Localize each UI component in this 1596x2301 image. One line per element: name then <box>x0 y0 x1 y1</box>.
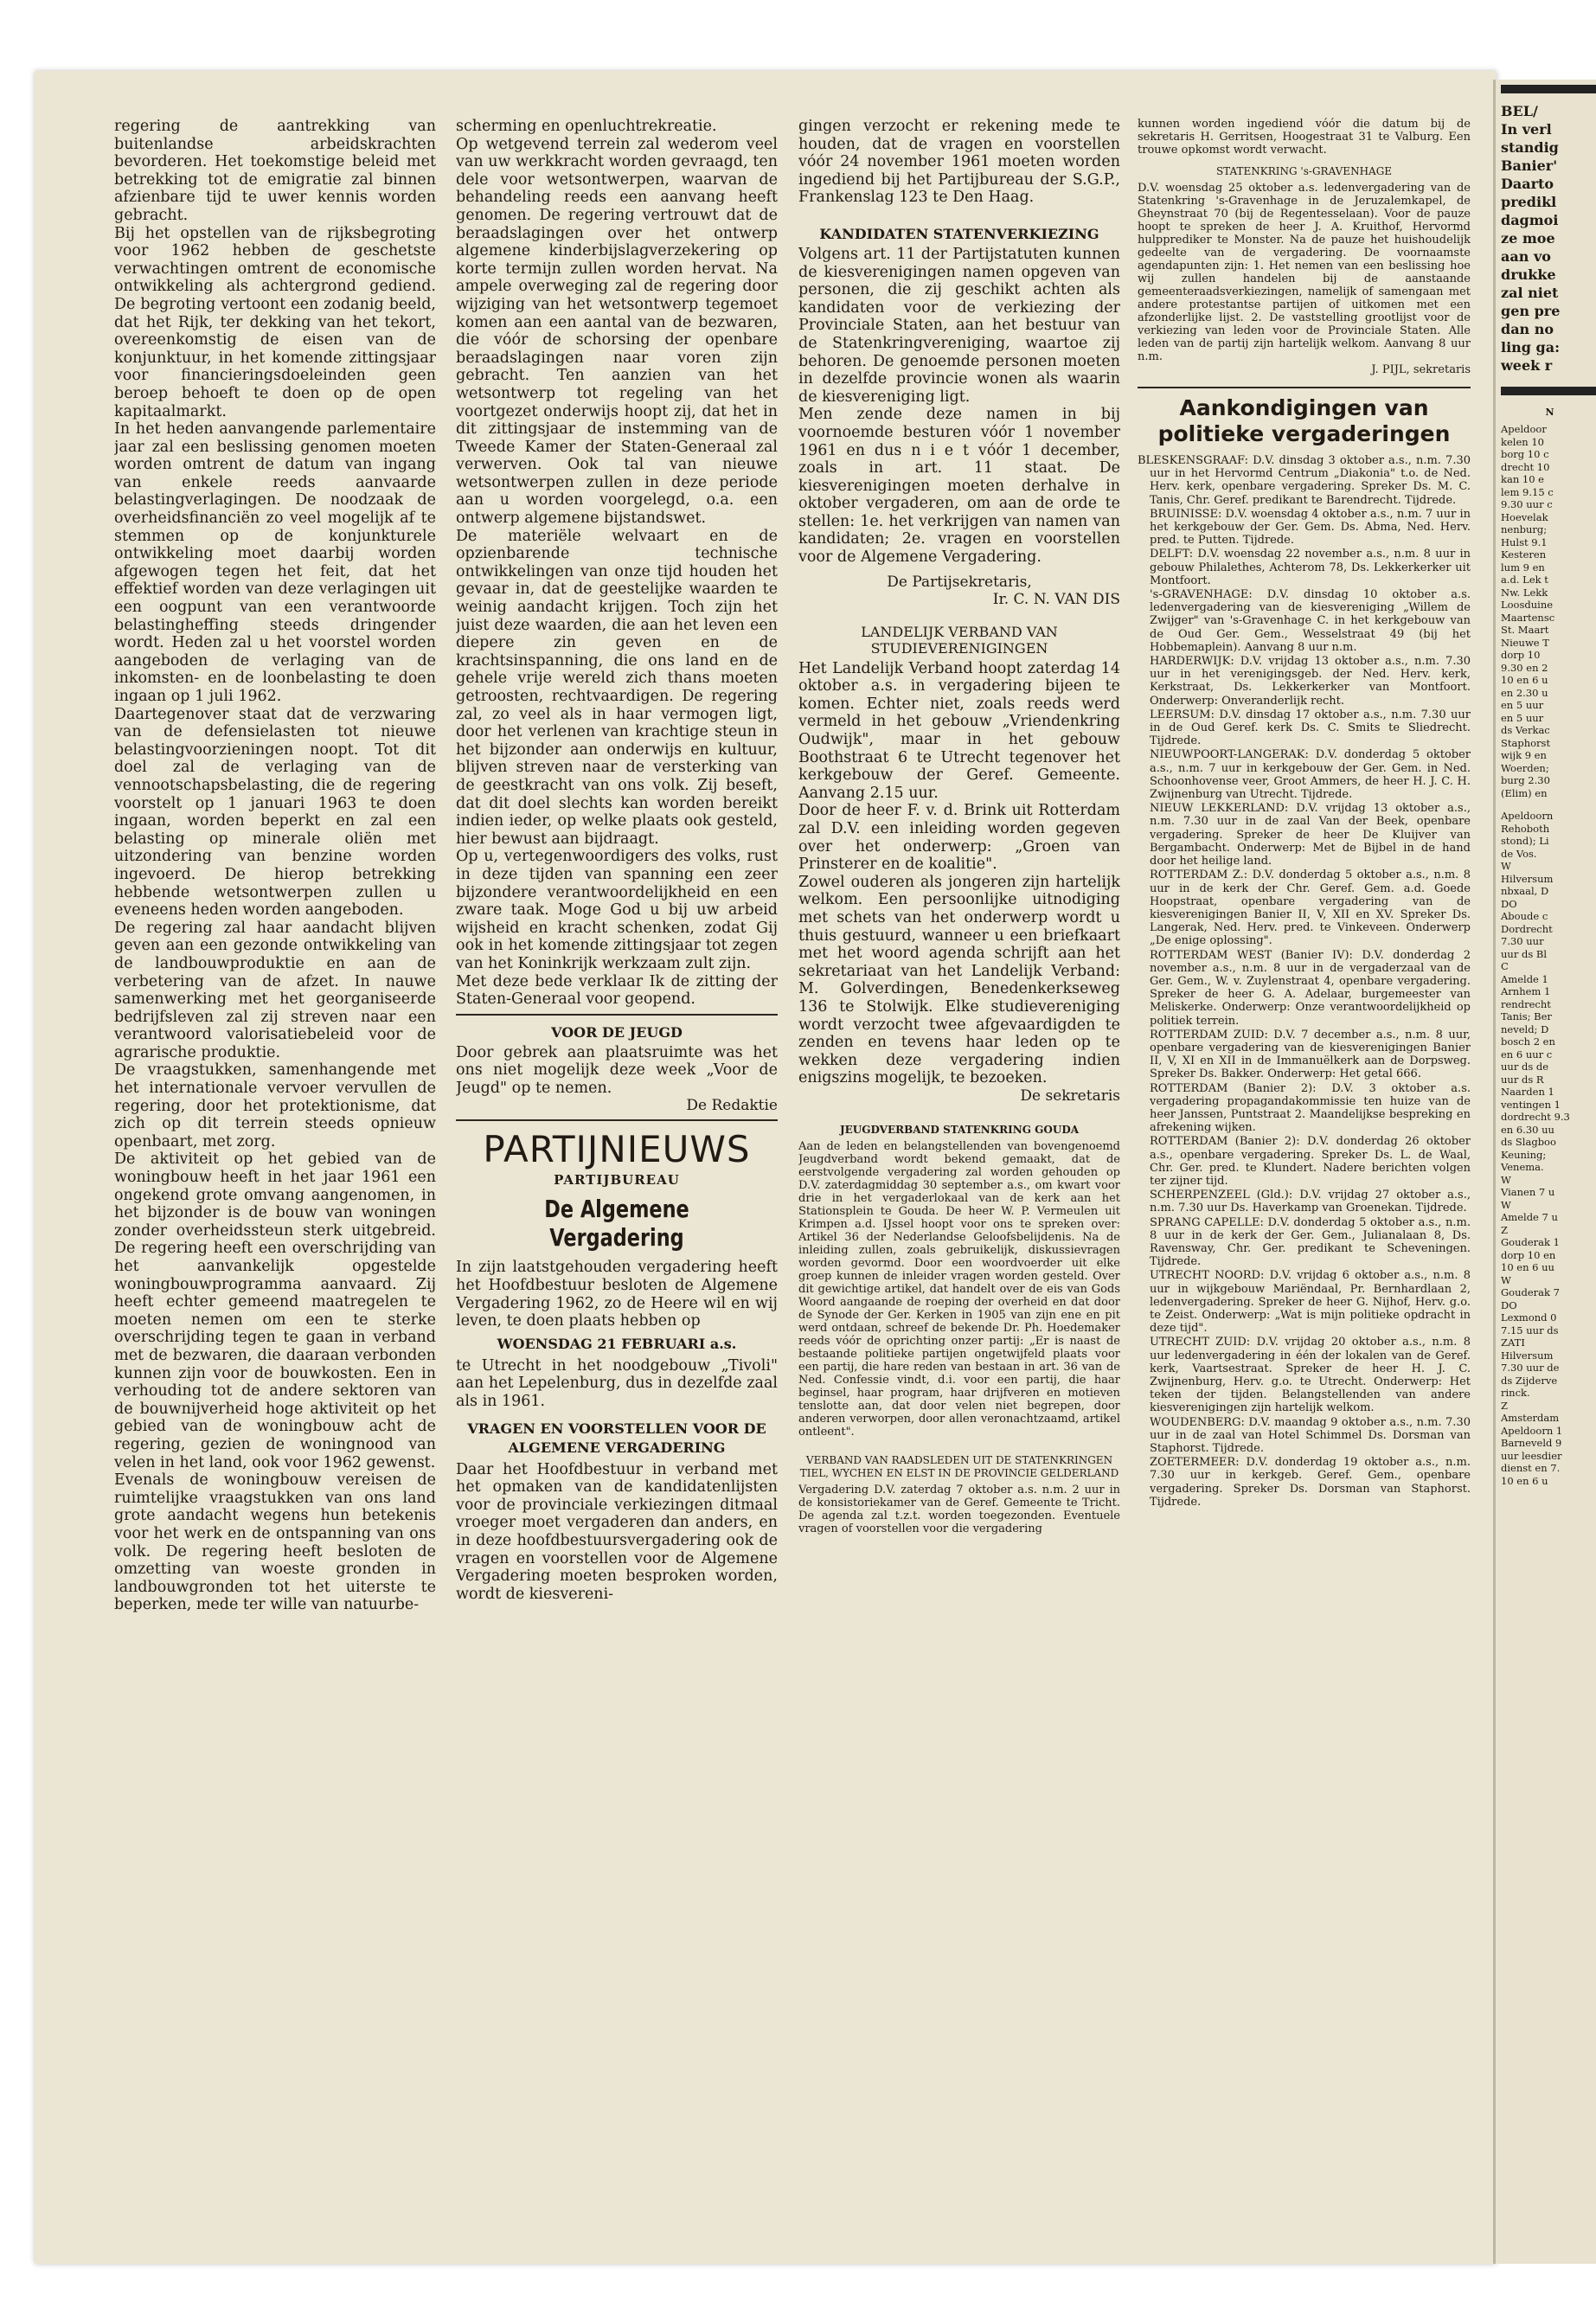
announcement-item: UTRECHT ZUID: D.V. vrijdag 20 oktober a.s., n.m. 8 uur ledenvergadering in één der lokalen van de Geref. kerk, Vaartsestraat. Spreker de heer H. J. C. Zwijnenburg, Herv. g.o. te Utrecht. Onderwerp: Het teken der tijden. Belangstellenden van andere kiesverenigingen zijn hartelijk welkom. <box>1150 1336 1471 1415</box>
fragment-line: Aboude c <box>1501 910 1548 922</box>
fragment-line: stond); Li <box>1501 835 1549 847</box>
fragment-line: bosch 2 en <box>1501 1035 1555 1048</box>
partijbureau-heading: PARTIJBUREAU <box>554 1172 680 1189</box>
fragment-line: rendrecht <box>1501 997 1551 1010</box>
fragment-line: en 5 uur <box>1501 699 1544 711</box>
fragment-line: 7.30 uur <box>1501 935 1544 947</box>
column-2 <box>456 118 778 2272</box>
vragen-text: Daar het Hoofdbestuur in verband met het opmaken van de kandidatenlijsten voor de provinciale verkiezingen ditmaal vroeger moet vergaderen dan anders, en in deze hoofdbestuursvergadering ook de vragen en voorstellen voor de Algemene Vergadering moeten besproken worden, wordt de kiesvereni- <box>456 1460 778 1603</box>
fragment-line: de Vos. <box>1501 847 1537 860</box>
fragment-line: dan no <box>1501 321 1554 337</box>
divider <box>456 1014 778 1016</box>
announcement-item: ROTTERDAM ZUID: D.V. 7 december a.s., n.m. 8 uur, openbare vergadering van de kiesverenigingen Banier II, V, XI en XII in de Immanuëlkerk aan de Dorpsweg. Spreker Ds. Bakker. Onderwerp: Het getal 666. <box>1150 1028 1471 1081</box>
alg-text: In zijn laatstgehouden vergadering heeft het Hoofdbestuur besloten de Algemene Vergadering 1962, zo de Heere wil en wij leven, te doen plaats hebben op <box>456 1259 778 1330</box>
col4-intro: kunnen worden ingediend vóór die datum bij de sekretaris H. Gerritsen, Hoogestraat 31 te Valburg. Een trouwe opkomst wordt verwacht. <box>1138 118 1471 157</box>
fragment-line: Gouderak 7 <box>1501 1286 1560 1298</box>
jeugd-sign: De Redaktie <box>686 1097 778 1115</box>
fragment-line: standig <box>1501 139 1559 156</box>
fragment-line: gen pre <box>1501 303 1561 319</box>
fragment-line: kan 10 e <box>1501 473 1544 485</box>
fragment-line: uur ds de <box>1501 1061 1549 1073</box>
col1-paragraph: Daartegenover staat dat de verzwaring van de defensielasten tot nieuwe belastingvoorzieningen noopt. Tot dit doel zal de verlaging van de vennootschapsbelasting, die de regering voorstelt op 1 januari 1963 te doen ingaan, worden beperkt en zal een belasting op minerale oliën met uitzondering van benzine worden ingevoerd. De hierop betrekking hebbende wetsontwerpen zullen u eveneens heden worden aangeboden. <box>114 705 436 920</box>
fragment-line: Nieuwe T <box>1501 636 1549 649</box>
fragment-line: Kesteren <box>1501 548 1547 561</box>
fragment-line: neveld; D <box>1501 1022 1549 1035</box>
announcement-item: ROTTERDAM (Banier 2): D.V. 3 oktober a.s. vergadering propagandakommissie ten huize van de heer Janssen, Puntstraat 2. Maandelijkse bespreking en afrekening wijken. <box>1150 1081 1471 1135</box>
jeugd-heading: VOOR DE JEUGD <box>551 1023 683 1041</box>
fragment-line: 7.15 uur ds <box>1501 1324 1559 1336</box>
fragment-line: Rehoboth <box>1501 822 1550 835</box>
fragment-mid-lines <box>1501 423 1596 799</box>
lv-paragraph: Door de heer F. v. d. Brink uit Rotterdam zal D.V. een inleiding worden gegeven over het onderwerp: „Groen van Prinsterer en de koalitie". <box>798 802 1120 874</box>
fragment-line: Apeldoor <box>1501 423 1547 435</box>
fragment-line: ventingen 1 <box>1501 1098 1561 1111</box>
fragment-band <box>1501 85 1596 93</box>
announcement-item: ROTTERDAM (Banier 2): D.V. donderdag 26 oktober a.s., openbare vergadering. Spreker Ds. L. de Waal, Chr. Ger. pred. te Klundert. Nadere berichten volgen ter zijner tijd. <box>1150 1135 1471 1188</box>
fragment-line: DO <box>1501 897 1517 910</box>
fragment-low-lines <box>1501 810 1596 1487</box>
fragment-line: en 2.30 u <box>1501 686 1548 699</box>
alg-date: WOENSDAG 21 FEBRUARI a.s. <box>497 1335 737 1352</box>
fragment-line: kelen 10 <box>1501 435 1544 448</box>
fragment-line: uur ds R <box>1501 1073 1544 1086</box>
fragment-top-lines <box>1501 102 1596 375</box>
fragment-line: ds Slagboo <box>1501 1136 1556 1148</box>
announcement-item: LEERSUM: D.V. dinsdag 17 oktober a.s., n.m. 7.30 uur in de Oud Geref. kerk Ds. C. Smits te Sliedrecht. Tijdrede. <box>1150 708 1471 748</box>
fragment-line: Arnhem 1 <box>1501 985 1551 997</box>
fragment-line: Barneveld 9 <box>1501 1437 1562 1449</box>
fragment-line: Apeldoorn <box>1501 810 1554 822</box>
statenkring-heading: STATENKRING 's-GRAVENHAGE <box>1215 165 1393 177</box>
column-1 <box>114 118 436 2272</box>
announcement-item: WOUDENBERG: D.V. maandag 9 oktober a.s., n.m. 7.30 uur in de zaal van Hotel Schimmel Ds. Dorsman van Staphorst. Tijdrede. <box>1150 1415 1471 1456</box>
fragment-line: Gouderak 1 <box>1501 1236 1560 1248</box>
fragment-line: borg 10 c <box>1501 448 1549 460</box>
fragment-line: predikl <box>1501 194 1557 210</box>
announcement-item: ROTTERDAM WEST (Banier IV): D.V. donderdag 2 november a.s., n.m. 8 uur in de vergaderzaal van de Ger. Gem., W. v. Zuylenstraat 4, openbare vergadering. Spreker de heer G. A. Adelaar, burgemeester van Meliskerke. Onderwerp: Onze verantwoordelijkheid op politiek terrein. <box>1150 948 1471 1028</box>
fragment-line: Hulst 9.1 <box>1501 535 1548 548</box>
fragment-line: Hoevelak <box>1501 510 1548 523</box>
fragment-line: Vianen 7 u <box>1501 1186 1555 1198</box>
fragment-band <box>1501 387 1596 395</box>
fragment-line: DO <box>1501 1298 1517 1311</box>
fragment-line: burg 2.30 <box>1501 774 1550 786</box>
announcement-item: HARDERWIJK: D.V. vrijdag 13 oktober a.s., n.m. 7.30 uur in het verenigingsgeb. der Ned. Herv. kerk, Kerkstraat, Ds. Lekkerkerker van Montfoort. Onderwerp: Onveranderlijk recht. <box>1150 655 1471 708</box>
fragment-line: Hilversum <box>1501 872 1554 885</box>
col2-paragraph: scherming en openluchtrekreatie. <box>456 118 717 135</box>
fragment-line: 7.30 uur de <box>1501 1362 1560 1374</box>
fragment-line: rinck. <box>1501 1387 1530 1399</box>
announcement-item: DELFT: D.V. woensdag 22 november a.s., n.m. 8 uur in gebouw Philalethes, Achterom 78, Ds. Lekkerkerker uit Montfoort. <box>1150 548 1471 587</box>
fragment-line: 10 en 6 uu <box>1501 1261 1554 1273</box>
fragment-line: W <box>1501 860 1511 872</box>
column-3 <box>798 118 1120 2272</box>
partijsekretaris-name: Ir. C. N. VAN DIS <box>992 590 1120 608</box>
fragment-heading: N <box>1545 407 1554 418</box>
col2-paragraph: De materiële welvaart en de opzienbarende technische ontwikkelingen van onze tijd houden het gevaar in, dat de geestelijke waarden te weinig aandacht krijgen. Toch zijn het juist deze waarden, die aan het leven een diepere zin geven en de krachtsinspanning, die ons land en de gehele vrije wereld zich thans moeten getroosten, rechtvaardigen. De regering zal, zo veel als in haar vermogen ligt, door het verlenen van krachtige steun in het bijzonder aan onderwijs en kultuur, blijven streven naar de versterking van de geestkracht van ons volk. Zij beseft, dat dit doel slechts kan worden bereikt indien ieder, op welke plaats ook gesteld, hier bewust aan bijdraagt. <box>456 527 778 848</box>
fragment-line: (Elim) en <box>1501 786 1548 799</box>
fragment-line: Nw. Lekk <box>1501 586 1548 599</box>
fragment-line: Staphorst <box>1501 736 1551 749</box>
announcement-item: NIEUWPOORT-LANGERAK: D.V. donderdag 5 oktober a.s., n.m. 7 uur in kerkgebouw der Ger. Gem. in Ned. Schoonhovense veer, Groot Ammers, de heer H. J. C. H. Zwijnenburg van Utrecht. Tijdrede. <box>1150 748 1471 802</box>
statenkring-text: D.V. woensdag 25 oktober a.s. ledenvergadering van de Statenkring 's-Gravenhage in de Jeruzalemkapel, de Gheynstraat 70 (bij de Regentesselaan). Voor de pauze hoopt te spreken de heer J. A. Kruithof, Hervormd hulpprediker te Monster. Na de pauze het huishoudelijk gedeelte van de vergadering. De voornaamste agendapunten zijn: 1. Het nemen van een beslissing hoe wij zullen handelen bij de aanstaande gemeenteraadsverkiezingen, namelijk of samengaan met andere protestantse partijen of uitkomen met een afzonderlijke lijst. 2. De vaststelling grootlijst voor de verkiezing van leden voor de Provinciale Staten. Alle leden van de partij zijn hartelijk welkom. Aanvang 8 uur n.m. <box>1138 182 1471 363</box>
announcement-item: UTRECHT NOORD: D.V. vrijdag 6 oktober a.s., n.m. 8 uur in wijkgebouw Mariëndaal, Pr. Bernhardlaan 2, ledenvergadering. Spreker de heer G. Nijhof, Herv. g.o. te Zeist. Onderwerp: „Wat is mijn politieke opdracht in deze tijd". <box>1150 1269 1471 1336</box>
fragment-line: 9.30 uur c <box>1501 498 1553 510</box>
col1-paragraph: De regering zal haar aandacht blijven geven aan een gezonde ontwikkeling van de landbouwproduktie en aan de verbetering van de afzet. In nauwe samenwerking met het georganiseerde bedrijfsleven zal zij streven naar een verantwoord valorisatiebeleid voor de agrarische produktie. <box>114 919 436 1061</box>
fragment-line: aan vo <box>1501 248 1551 265</box>
announcement-item: NIEUW LEKKERLAND: D.V. vrijdag 13 oktober a.s., n.m. 7.30 uur in de zaal Van der Beek, openbare vergadering. Spreker de heer De Kluijver van Bergambacht. Onderwerp: Met de Bijbel in de hand door het heilige land. <box>1150 802 1471 868</box>
divider <box>1138 387 1471 388</box>
newspaper-page <box>35 71 1497 2264</box>
fragment-line: C <box>1501 960 1509 972</box>
divider <box>456 1119 778 1121</box>
announcement-item: SPRANG CAPELLE: D.V. donderdag 5 oktober a.s., n.m. 8 uur in de kerk der Ger. Gem., Julianalaan 8, Ds. Ravensway, Chr. Ger. predikant te Scheveningen. Tijdrede. <box>1150 1215 1471 1269</box>
col1-paragraph: De aktiviteit op het gebied van de woningbouw heeft in het jaar 1961 een ongekend grote omvang aangenomen, in het bijzonder is de bouw van woningen zonder overheidssteun sterk uitgebreid. De regering heeft een overschrijding van het aanvankelijk opgestelde woningbouwprogramma aanvaard. Zij heeft echter gemeend maatregelen te moeten nemen om een te sterke overschrijding tegen te gaan in verband met de bezwaren, die daaraan verbonden kunnen zijn voor de bouwkosten. Een in verhouding tot de andere sektoren van de bouwnijverheid hoge aktiviteit op het gebied van de woningbouw acht de regering, gezien de woningnood van velen in het land, ook voor 1962 gewenst. <box>114 1150 436 1471</box>
fragment-line: a.d. Lek t <box>1501 574 1548 586</box>
fragment-line: Z <box>1501 1399 1508 1412</box>
kandidaten-heading: KANDIDATEN STATENVERKIEZING <box>819 225 1099 242</box>
col1-paragraph: regering de aantrekking van buitenlandse arbeidskrachten bevorderen. Het toekomstige beleid met betrekking tot de emigratie zal binnen afzienbare tijd te uwer kennis worden gebracht. <box>114 118 436 224</box>
fragment-line: Apeldoorn 1 <box>1501 1424 1563 1437</box>
fragment-line: ds Zijderve <box>1501 1374 1558 1387</box>
fragment-line: ling ga: <box>1501 339 1561 356</box>
fragment-line: Z <box>1501 1223 1508 1236</box>
fragment-line: Dordrecht <box>1501 922 1553 935</box>
fragment-line: Venema. <box>1501 1161 1544 1173</box>
fragment-line: Tanis; Ber <box>1501 1010 1552 1022</box>
fragment-line: Loosduine <box>1501 599 1554 611</box>
fragment-line: uur leesdier <box>1501 1449 1562 1462</box>
fragment-line: Amelde 1 <box>1501 972 1548 985</box>
announcement-item: ROTTERDAM Z.: D.V. donderdag 5 oktober a.s., n.m. 8 uur in de kerk der Chr. Geref. Gem. a.d. Goede Hoopstraat, openbare vergadering van de kiesverenigingen Banier II, V, XII en XV. Spreker Ds. Langerak, Ned. Herv. pred. te Vinkeveen. Onderwerp „De enige oplossing". <box>1150 868 1471 948</box>
col3-intro: gingen verzocht er rekening mede te houden, dat de vragen en voorstellen vóór 24 november 1961 moeten worden ingediend bij het Partijbureau der S.G.P., Frankenslag 123 te Den Haag. <box>798 118 1120 207</box>
fragment-line: dienst en 7. <box>1501 1462 1561 1474</box>
fragment-line: Naarden 1 <box>1501 1086 1554 1098</box>
landelijk-verband-heading: LANDELIJK VERBAND VAN STUDIEVERENIGINGEN <box>861 623 1058 657</box>
raadsleden-heading: VERBAND VAN RAADSLEDEN UIT DE STATENKRINGEN TIEL, WYCHEN EN ELST IN DE PROVINCIE GELDERLAND <box>799 1453 1119 1479</box>
lv-paragraph: Zowel ouderen als jongeren zijn hartelijk welkom. Een persoonlijke uitnodiging met schets van het onderwerp wordt u thuis gestuurd, wanneer u een briefkaart met het woord agenda schrijft aan het sekretariaat van het Landelijk Verband: M. Golverdingen, Benedenkerkseweg 136 te Stolwijk. Elke studievereniging wordt verzocht twee afgevaardigden te zenden en tevens haar leden op te wekken deze vergadering indien enigszins mogelijk, te bezoeken. <box>798 873 1120 1087</box>
announcement-item: SCHERPENZEEL (Gld.): D.V. vrijdag 27 oktober a.s., n.m. 7.30 uur Ds. Haverkamp van Groenekan. Tijdrede. <box>1150 1189 1471 1215</box>
kand-paragraph: Men zende deze namen in bij voornoemde besturen vóór 1 november 1961 en dus n i e t vóór 1 december, zoals in art. 11 staat. De kiesverenigingen moeten derhalve in oktober vergaderen, om aan de orde te stellen: 1e. het verkrijgen van namen van kandidaten; 2e. vragen en voorstellen voor de Algemene Vergadering. <box>798 406 1120 567</box>
fragment-line: In verl <box>1501 121 1552 138</box>
announcement-item: 's-GRAVENHAGE: D.V. dinsdag 10 oktober a.s. ledenvergadering van de kiesvereniging „Willem de Zwijger" van 's-Gravenhage C. in het kerkgebouw van de Oud Ger. Gem., Wesselstraat 49 (bij het Hobbemaplein). Aanvang 8 uur n.m. <box>1150 588 1471 654</box>
announcement-item: BRUINISSE: D.V. woensdag 4 oktober a.s., n.m. 7 uur in het kerkgebouw der Ger. Gem. Ds. Abma, Ned. Herv. pred. te Putten. Tijdrede. <box>1150 507 1471 548</box>
partijnieuws-title: PARTIJNIEUWS <box>483 1128 751 1171</box>
announcement-list <box>1138 454 1471 1509</box>
fragment-line: wijk 9 en <box>1501 749 1547 761</box>
jeugdverband-text: Aan de leden en belangstellenden van bovengenoemd Jeugdverband wordt bekend gemaakt, dat de eerstvolgende vergadering zal worden gehouden op D.V. zaterdagmiddag 30 september a.s., om kwart voor drie in het vergaderlokaal van de kerk aan het Stationsplein te Gouda. De heer W. P. Vermeulen uit Krimpen a.d. IJssel hoopt voor ons te spreken over: Artikel 36 der Nederlandse Geloofsbelijdenis. Na de inleiding zullen, zoals gebruikelijk, diskussievragen worden gevormd. Door een woordvoerder uit elke groep kunnen de inleider vragen worden gesteld. Over dit gewichtige artikel, dat handelt over de eis van Gods Woord aangaande de roeping der overheid en dat door de Synode der Ger. Kerken in 1905 van zijn ene en pit werd ontdaan, schreef de bekende Dr. Ph. Hoedemaker reeds vóór de oprichting onzer partij: „Er is naast de bestaande politieke partijen ongetwijfeld plaats voor een partij, die hare reden van bestaan in art. 36 van de Ned. Confessie vindt, d.i. voor een partij, die haar beginsel, haar program, haar drijfveren en motieven tenslotte aan, dat door velen niet begrepen, door anderen verworpen, door allen veronachtzaamd, artikel ontleent". <box>798 1139 1120 1439</box>
fragment-line: dagmoi <box>1501 212 1559 228</box>
col1-paragraph: In het heden aanvangende parlementaire jaar zal een beslissing genomen moeten worden omtrent de datum van ingang van enkele reeds aanvaarde belastingverlagingen. De noodzaak de overheidsfinanciën zo veel mogelijk af te stemmen op de konjunkturele ontwikkeling moet daarbij worden afgewogen tegen het feit, dat het effektief worden van deze verlagingen uit een oogpunt van een verantwoorde belastingheffing steeds dringender wordt. Heden zal u het voorstel worden aangeboden de verlaging van de inkomsten- en de loonbelasting te doen ingaan op 1 juli 1962. <box>114 420 436 705</box>
announcement-item: ZOETERMEER: D.V. donderdag 19 oktober a.s., n.m. 7.30 uur in kerkgeb. Geref. Gem., openbare vergadering. Spreker Ds. Dorsman van Staphorst. Tijdrede. <box>1150 1456 1471 1509</box>
col2-paragraph: Op u, vertegenwoordigers des volks, rust in deze tijden van spanning een zeer bijzondere verantwoordelijkheid en een zware taak. Moge God u bij uw arbeid wijsheid en kracht schenken, zodat Gij ook in het komende zittingsjaar tot zegen van het Koninkrijk werkzaam zult zijn. <box>456 848 778 972</box>
alg-text2: te Utrecht in het noodgebouw „Tivoli" aan het Lepelenburg, dus in dezelfde zaal als in 1961. <box>456 1356 778 1411</box>
vragen-heading: VRAGEN EN VOORSTELLEN VOOR DE ALGEMENE VERGADERING <box>467 1420 766 1456</box>
fragment-line: Daarto <box>1501 176 1554 192</box>
fragment-line: 9.30 en 2 <box>1501 661 1548 674</box>
fragment-line: Keuning; <box>1501 1148 1547 1161</box>
adjacent-page-fragment <box>1493 80 1596 2264</box>
raadsleden-text: Vergadering D.V. zaterdag 7 oktober a.s. n.m. 2 uur in de konsistoriekamer van de Geref. Gemeente te Tricht. De agenda zal t.z.t. worden toegezonden. Eventuele vragen of voorstellen voor die vergadering <box>798 1483 1120 1535</box>
fragment-line: nenburg; <box>1501 523 1548 535</box>
col1-paragraph: Evenals de woningbouw vereisen de ruimtelijke vraagstukken van ons land grote aandacht wegens hun betekenis voor het werk en de ontspanning van ons volk. De regering heeft besloten de omzetting van woeste gronden in landbouwgronden tot het uiterste te beperken, mede ter wille van natuurbe- <box>114 1471 436 1614</box>
fragment-line: en 6 uur c <box>1501 1048 1553 1061</box>
fragment-line: lum 9 en <box>1501 561 1545 574</box>
fragment-line: drukke <box>1501 266 1556 283</box>
fragment-line: Amelde 7 u <box>1501 1211 1558 1223</box>
fragment-line: dorp 10 en <box>1501 1248 1556 1261</box>
fragment-line: Maartensc <box>1501 611 1555 624</box>
fragment-line: Lexmond 0 <box>1501 1311 1557 1324</box>
fragment-line: lem 9.15 c <box>1501 485 1554 498</box>
fragment-line: Woerden; <box>1501 761 1549 774</box>
announcement-item: BLESKENSGRAAF: D.V. dinsdag 3 oktober a.s., n.m. 7.30 uur in het Hervormd Centrum „Diakonia" t.o. de Ned. Herv. kerk, openbare vergadering. Spreker Ds. M. C. Tanis, Chr. Geref. predikant te Barendrecht. Tijdrede. <box>1138 454 1471 507</box>
fragment-line: 10 en 6 u <box>1501 674 1548 686</box>
jeugdverband-heading: JEUGDVERBAND STATENKRING GOUDA <box>839 1123 1080 1136</box>
fragment-line: zal niet <box>1501 285 1559 301</box>
aankondigingen-title: Aankondigingen van politieke vergaderingen <box>1157 395 1451 446</box>
statenkring-sign: J. PIJL, sekretaris <box>1371 363 1471 376</box>
kand-paragraph: Volgens art. 11 der Partijstatuten kunnen de kiesverenigingen namen opgeven van personen, die zij geschikt achten als kandidaten voor de verkiezing der Provinciale Staten, aan het bestuur van de Statenkringvereniging, waartoe zij behoren. De genoemde personen moeten in dezelfde provincie wonen als waarin de kiesvereniging ligt. <box>798 245 1120 406</box>
col2-paragraph: Met deze bede verklaar Ik de zitting der Staten-Generaal voor geopend. <box>456 972 778 1009</box>
fragment-line: drecht 10 <box>1501 460 1550 473</box>
fragment-line: 10 en 6 u <box>1501 1474 1548 1487</box>
jeugd-text: Door gebrek aan plaatsruimte was het ons niet mogelijk deze week „Voor de Jeugd" op te nemen. <box>456 1043 778 1097</box>
fragment-line: W <box>1501 1198 1511 1211</box>
fragment-column <box>1496 85 1596 1487</box>
fragment-line: ze moe <box>1501 230 1555 247</box>
algemene-vergadering-title: De Algemene Vergadering <box>544 1195 689 1253</box>
fragment-line: ZATI <box>1501 1336 1525 1349</box>
fragment-line: St. Maart <box>1501 624 1549 636</box>
fragment-line: BEL/ <box>1501 103 1538 119</box>
fragment-line: nbxaal, D <box>1501 885 1549 897</box>
fragment-line: W <box>1501 1273 1511 1286</box>
col1-paragraph: De vraagstukken, samenhangende met het internationale vervoer vervullen de regering, door het protektionisme, dat zich op dit terrein steeds opnieuw openbaart, met zorg. <box>114 1061 436 1150</box>
partijsekretaris: De Partijsekretaris, <box>887 573 1032 591</box>
fragment-line: uur ds Bl <box>1501 947 1548 960</box>
fragment-line: en 5 uur <box>1501 711 1544 724</box>
lv-paragraph: Het Landelijk Verband hoopt zaterdag 14 oktober a.s. in vergadering bijeen te komen. Echter niet, zoals reeds werd vermeld in het gebouw „Vriendenkring Oudwijk", maar in het gebouw Boothstraat 6 te Utrecht tegenover het kerkgebouw der Geref. Gemeente. Aanvang 2.15 uur. <box>798 659 1120 802</box>
col2-paragraph: Op wetgevend terrein zal wederom veel van uw werkkracht worden gevraagd, ten dele voor wetsontwerpen, waarvan de behandeling reeds een aanvang heeft genomen. De regering vertrouwt dat de beraadslagingen over het ontwerp algemene kinderbijslagverzekering op korte termijn zullen worden hervat. Na ampele overweging zal de regering door wijziging van het wetsontwerp tegemoet komen aan een aantal van de bezwaren, die vóór de schorsing der openbare beraadslagingen naar voren zijn gebracht. Ten aanzien van het wetsontwerp tot regeling van het voortgezet onderwijs hoopt zij, dat het in dit zittingsjaar de instemming van de Tweede Kamer der Staten-Generaal zal verwerven. Ook tal van nieuwe wetsontwerpen zullen in deze periode aan u worden voorgelegd, o.a. een ontwerp algemene bijstandswet. <box>456 135 778 528</box>
lv-sign: De sekretaris <box>1020 1086 1120 1105</box>
fragment-line: Banier' <box>1501 157 1558 174</box>
fragment-line: dordrecht 9.3 <box>1501 1111 1570 1123</box>
fragment-line: dorp 10 <box>1501 649 1541 661</box>
col1-paragraph: Bij het opstellen van de rijksbegroting voor 1962 hebben de geschetste verwachtingen omtrent de economische ontwikkeling als achtergrond gediend. De begroting vertoont een zodanig beeld, dat het Rijk, ter dekking van het tekort, overeenkomstig de eisen van de konjunktuur, in het komende zittingsjaar voor financieringsdoeleinden geen beroep behoeft te doen op de open kapitaalmarkt. <box>114 224 436 420</box>
fragment-line: ds Verkac <box>1501 724 1550 736</box>
fragment-line: en 6.30 uu <box>1501 1123 1554 1136</box>
column-4 <box>1138 118 1471 2272</box>
fragment-line: week r <box>1501 357 1553 374</box>
fragment-line: W <box>1501 1173 1511 1186</box>
fragment-line: Hilversum <box>1501 1349 1554 1362</box>
fragment-line: Amsterdam <box>1501 1412 1560 1424</box>
